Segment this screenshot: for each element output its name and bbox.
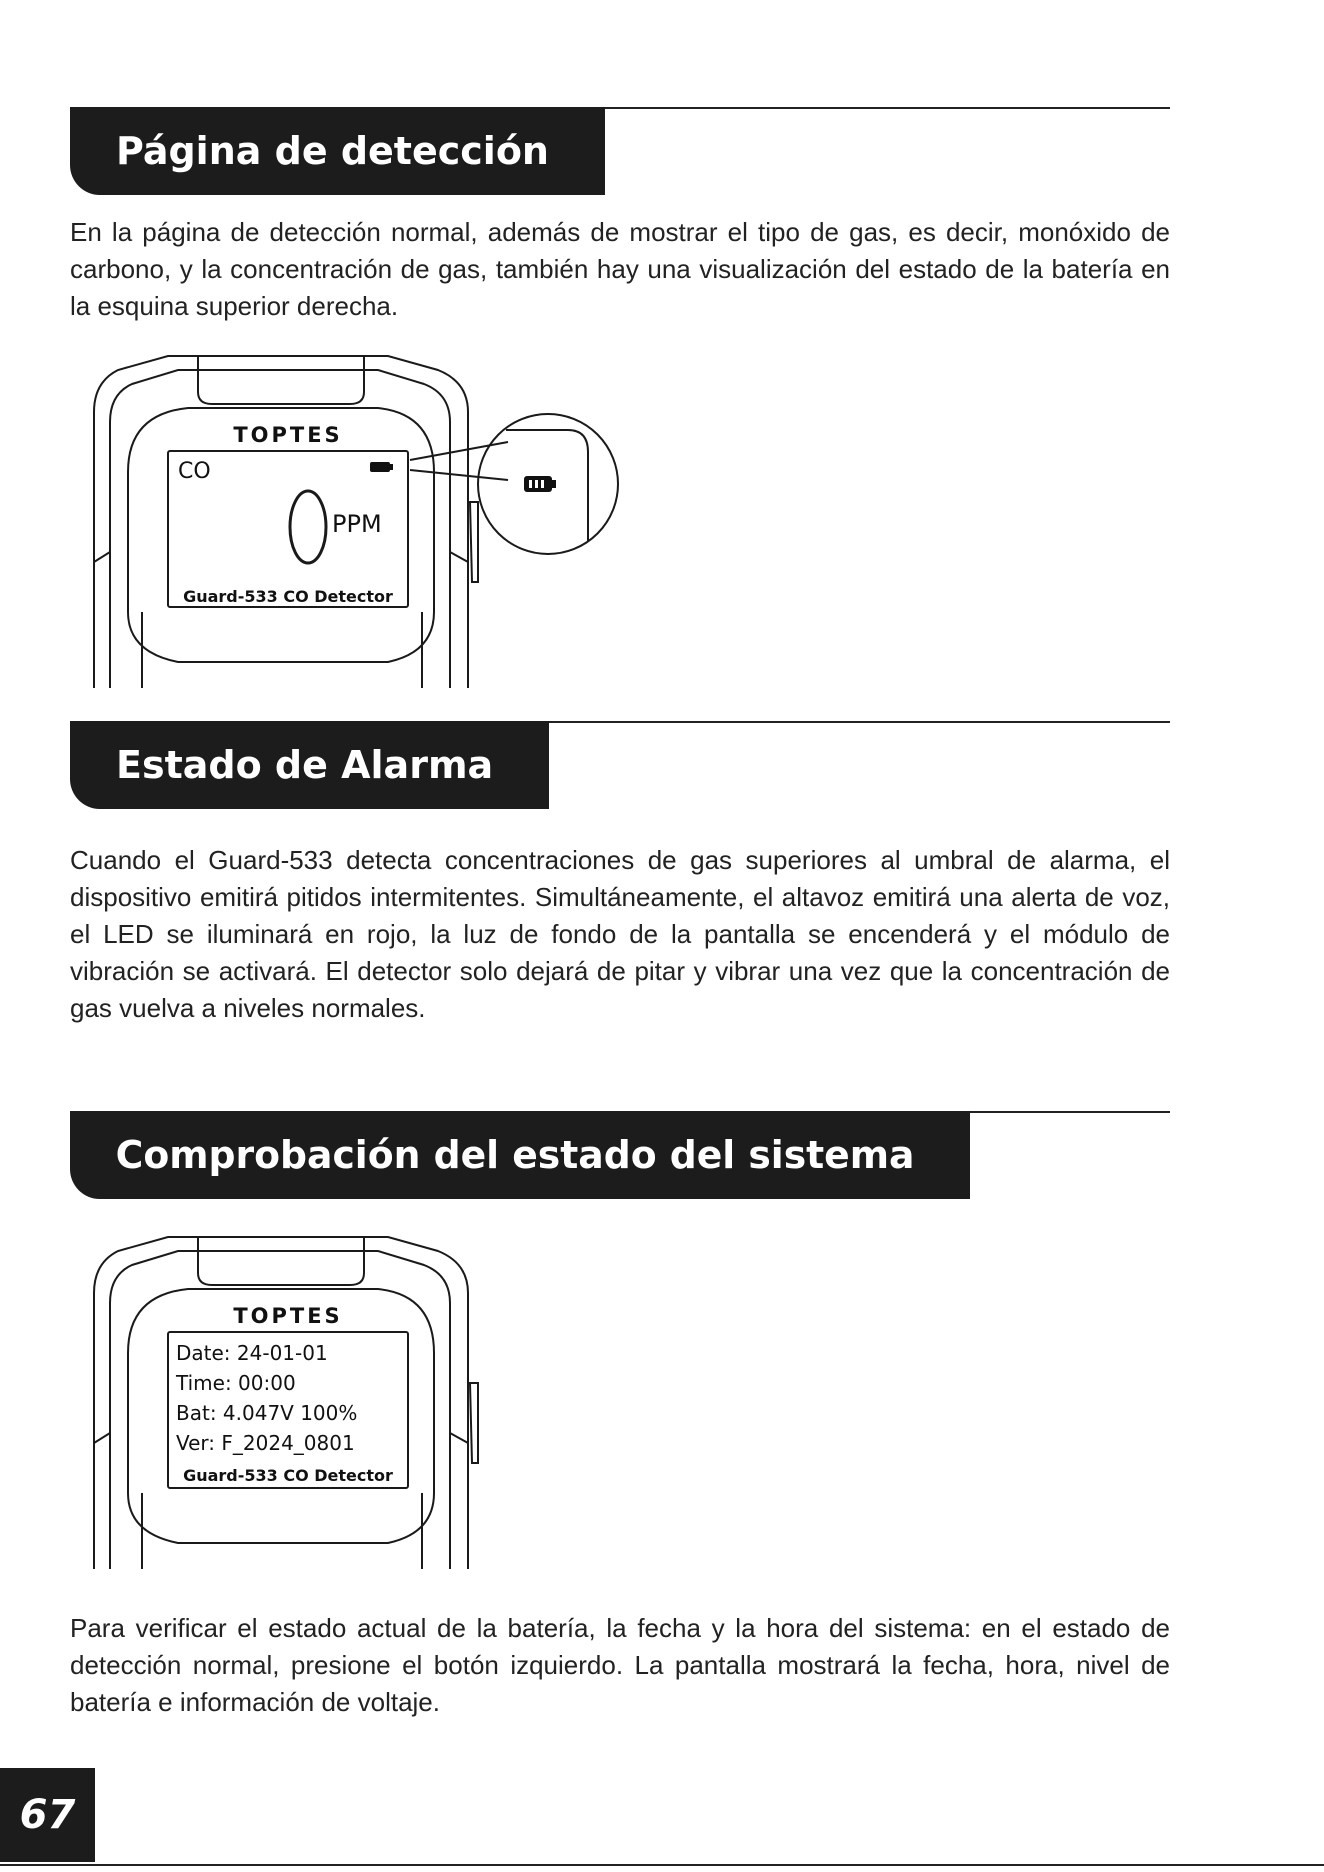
side-button[interactable]: [470, 502, 478, 582]
paragraph-alarm: Cuando el Guard-533 detecta concentraciones de gas superiores al umbral de alarma, el dispositivo emitirá pitidos intermitentes. Simultáneamente, el altavoz emitirá una alerta de voz, el LED se iluminará en rojo, la luz de fondo de la pantalla se encenderá y el módulo de vibración se activará. El detector solo dejará de pitar y vibrar una vez que la concentración de gas vuelva a niveles normales.: [70, 845, 1170, 1023]
section-title-alarm: Estado de Alarma: [70, 721, 549, 809]
page-number: 67: [0, 1768, 95, 1862]
battery-icon: [370, 462, 393, 472]
device-side-lines: [94, 552, 468, 562]
brand-logo: TOPTES: [233, 423, 343, 447]
callout-line-top: [410, 442, 508, 460]
device-illustration-system: [88, 1233, 508, 1569]
footer-rule: [0, 1864, 1324, 1866]
brand-logo: TOPTES: [233, 1304, 343, 1328]
side-button[interactable]: [470, 1383, 478, 1463]
section-header-detection: [70, 107, 1170, 195]
section-header-system: [70, 1111, 1170, 1199]
device-outline: [94, 356, 468, 688]
model-label: Guard-533 CO Detector: [183, 587, 393, 606]
section-title-detection: Página de detección: [70, 107, 605, 195]
unit-label: PPM: [332, 510, 382, 538]
status-line-version: Ver: F_2024_0801: [176, 1431, 355, 1455]
status-line-time: Time: 00:00: [176, 1371, 296, 1395]
status-line-battery: Bat: 4.047V 100%: [176, 1401, 358, 1425]
device-illustration-detection: [88, 352, 628, 688]
callout-line-bottom: [410, 470, 508, 480]
device-grip-lines: [142, 1493, 422, 1569]
gas-label: CO: [178, 459, 211, 484]
model-label: Guard-533 CO Detector: [183, 1466, 393, 1485]
paragraph-detection: En la página de detección normal, además de mostrar el tipo de gas, es decir, monóxido de carbono, y la concentración de gas, también hay una visualización del estado de la batería en la esquina superior derecha.: [70, 217, 1170, 321]
device-inner-outline: [110, 370, 450, 688]
status-line-date: Date: 24-01-01: [176, 1341, 328, 1365]
device-top-notch: [198, 356, 364, 404]
device-top-notch: [198, 1237, 364, 1285]
section-header-alarm: [70, 721, 1170, 809]
paragraph-system: Para verificar el estado actual de la batería, la fecha y la hora del sistema: en el estado de detección normal, presione el botón izquierdo. La pantalla mostrará la fecha, hora, nivel de batería e información de voltaje.: [70, 1613, 1170, 1717]
battery-icon-zoomed: [524, 476, 556, 492]
value-zero-glyph: [290, 491, 326, 563]
device-grip-lines: [142, 612, 422, 688]
section-title-system: Comprobación del estado del sistema: [70, 1111, 970, 1199]
